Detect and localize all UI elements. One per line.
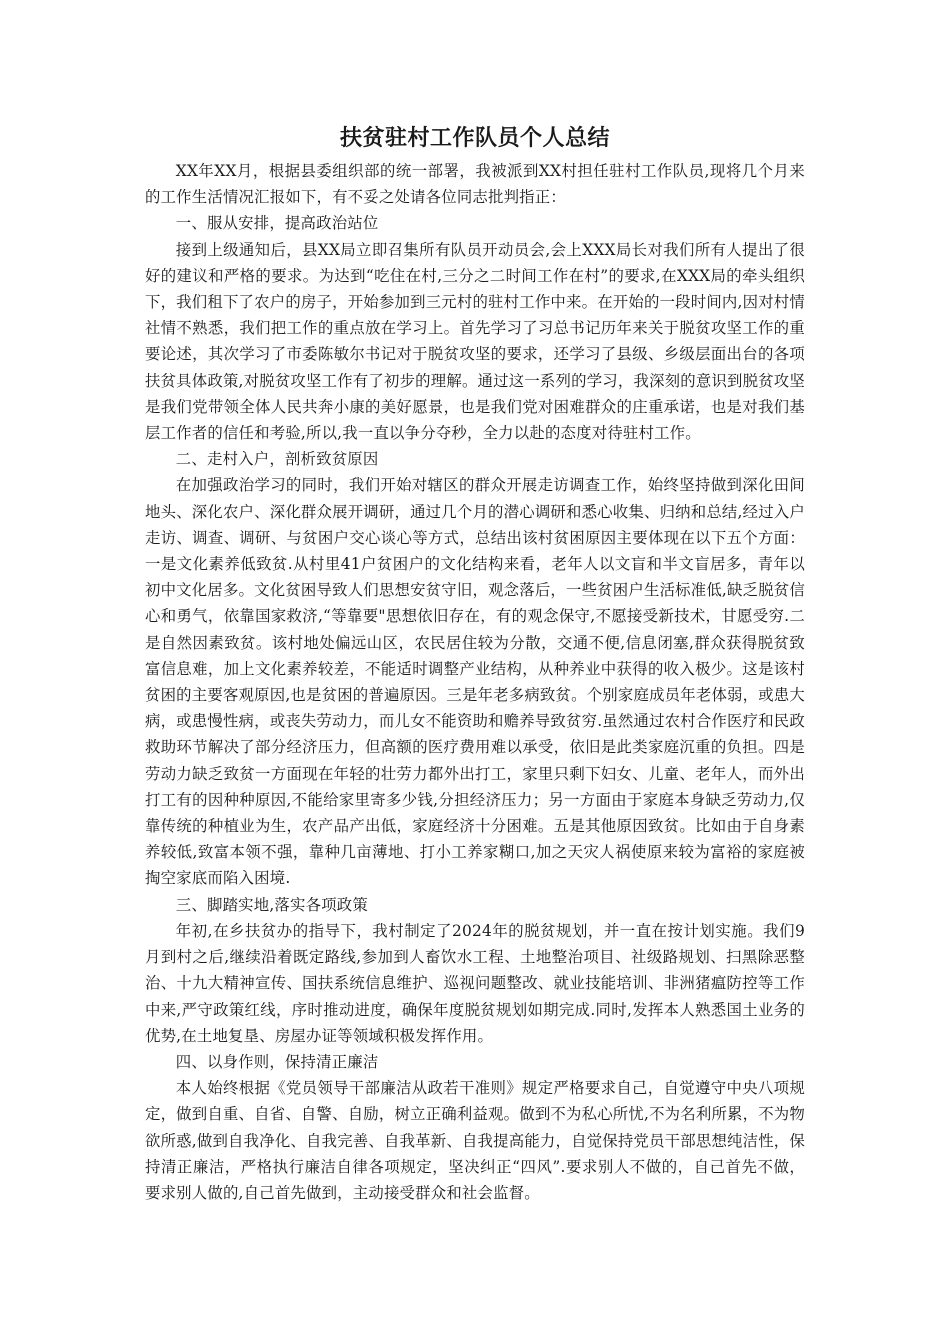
section-heading-2: 二、走村入户，剖析致贫原因 xyxy=(175,450,379,469)
section-body-1: 接到上级通知后，县XX局立即召集所有队员开动员会,会上XXX局长对我们所有人提出了很好的建议和严格的要求。为达到“吃住在村,三分之二时间工作在村”的要求,在XXX局的牵头组织下，我们租下了农户的房子，开始参加到三元村的驻村工作中来。在开始的一段时间内,因对村情社情不熟悉，我们把工作的重点放在学习上。首先学习了习总书记历年来关于脱贫攻坚工作的重要论述，其次学习了市委陈敏尔书记对于脱贫攻坚的要求，还学习了县级、乡级层面出台的各项扶贫具体政策,对脱贫攻坚工作有了初步的理解。通过这一系列的学习，我深刻的意识到脱贫攻坚是我们党带领全体人民共奔小康的美好愿景，也是我们党对困难群众的庄重承诺，也是对我们基层工作者的信任和考验,所以,我一直以争分夺秒，全力以赴的态度对待驻村工作。 xyxy=(145,240,805,443)
document-body xyxy=(145,122,805,1206)
section-heading-4: 四、以身作则，保持清正廉洁 xyxy=(175,1052,379,1071)
section-body-2: 在加强政治学习的同时，我们开始对辖区的群众开展走访调查工作，始终坚持做到深化田间地头、深化农户、深化群众展开调研，通过几个月的潜心调研和悉心收集、归纳和总结,经过入户走访、调查、调研、与贫困户交心谈心等方式，总结出该村贫困原因主要体现在以下五个方面：一是文化素养低致贫.从村里41户贫困户的文化结构来看，老年人以文盲和半文盲居多，青年以初中文化居多。文化贫困导致人们思想安贫守旧，观念落后，一些贫困户生活标准低,缺乏脱贫信心和勇气，依靠国家救济,“等靠要"思想依旧存在，有的观念保守,不愿接受新技术，甘愿受穷.二是自然因素致贫。该村地处偏远山区，农民居住较为分散，交通不便,信息闭塞,群众获得脱贫致富信息难，加上文化素养较差，不能适时调整产业结构，从种养业中获得的收入极少。这是该村贫困的主要客观原因,也是贫困的普遍原因。三是年老多病致贫。个别家庭成员年老体弱，或患大病，或患慢性病，或丧失劳动力，而儿女不能资助和赡养导致贫穷.虽然通过农村合作医疗和民政救助环节解决了部分经济压力，但高额的医疗费用难以承受，依旧是此类家庭沉重的负担。四是劳动力缺乏致贫一方面现在年轻的壮劳力都外出打工，家里只剩下妇女、儿童、老年人，而外出打工有的因种种原因,不能给家里寄多少钱,分担经济压力；另一方面由于家庭本身缺乏劳动力,仅靠传统的种植业为生，农产品产出低，家庭经济十分困难。五是其他原因致贫。比如由于自身素养较低,致富本领不强，靠种几亩薄地、打小工养家糊口,加之天灾人祸使原来较为富裕的家庭被掏空家底而陷入困境. xyxy=(145,476,805,888)
section-heading-1: 一、服从安排，提高政治站位 xyxy=(175,214,379,233)
section-body-3: 年初,在乡扶贫办的指导下，我村制定了2024年的脱贫规划，并一直在按计划实施。我们9月到村之后,继续沿着既定路线,参加到人畜饮水工程、土地整治项目、社级路规划、扫黑除恶整治、十九大精神宣传、国扶系统信息维护、巡视问题整改、就业技能培训、非洲猪瘟防控等工作中来,严守政策红线，序时推动进度，确保年度脱贫规划如期完成.同时,发挥本人熟悉国土业务的优势,在土地复垦、房屋办证等领域积极发挥作用。 xyxy=(145,921,805,1045)
document-title: 扶贫驻村工作队员个人总结 xyxy=(339,125,610,151)
section-heading-3: 三、脚踏实地,落实各项政策 xyxy=(175,895,368,914)
section-body-4: 本人始终根据《党员领导干部廉洁从政若干准则》规定严格要求自己，自觉遵守中央八项规定，做到自重、自省、自警、自励，树立正确利益观。做到不为私心所忧,不为名利所累，不为物欲所惑,做到自我净化、自我完善、自我革新、自我提高能力，自觉保持党员干部思想纯洁性，保持清正廉洁，严格执行廉洁自律各项规定，坚决纠正“四风”.要求别人不做的，自己首先不做，要求别人做的,自己首先做到，主动接受群众和社会监督。 xyxy=(145,1079,805,1202)
intro-paragraph: XX年XX月，根据县委组织部的统一部署，我被派到XX村担任驻村工作队员,现将几个月来的工作生活情况汇报如下，有不妥之处请各位同志批判指正： xyxy=(145,162,805,207)
